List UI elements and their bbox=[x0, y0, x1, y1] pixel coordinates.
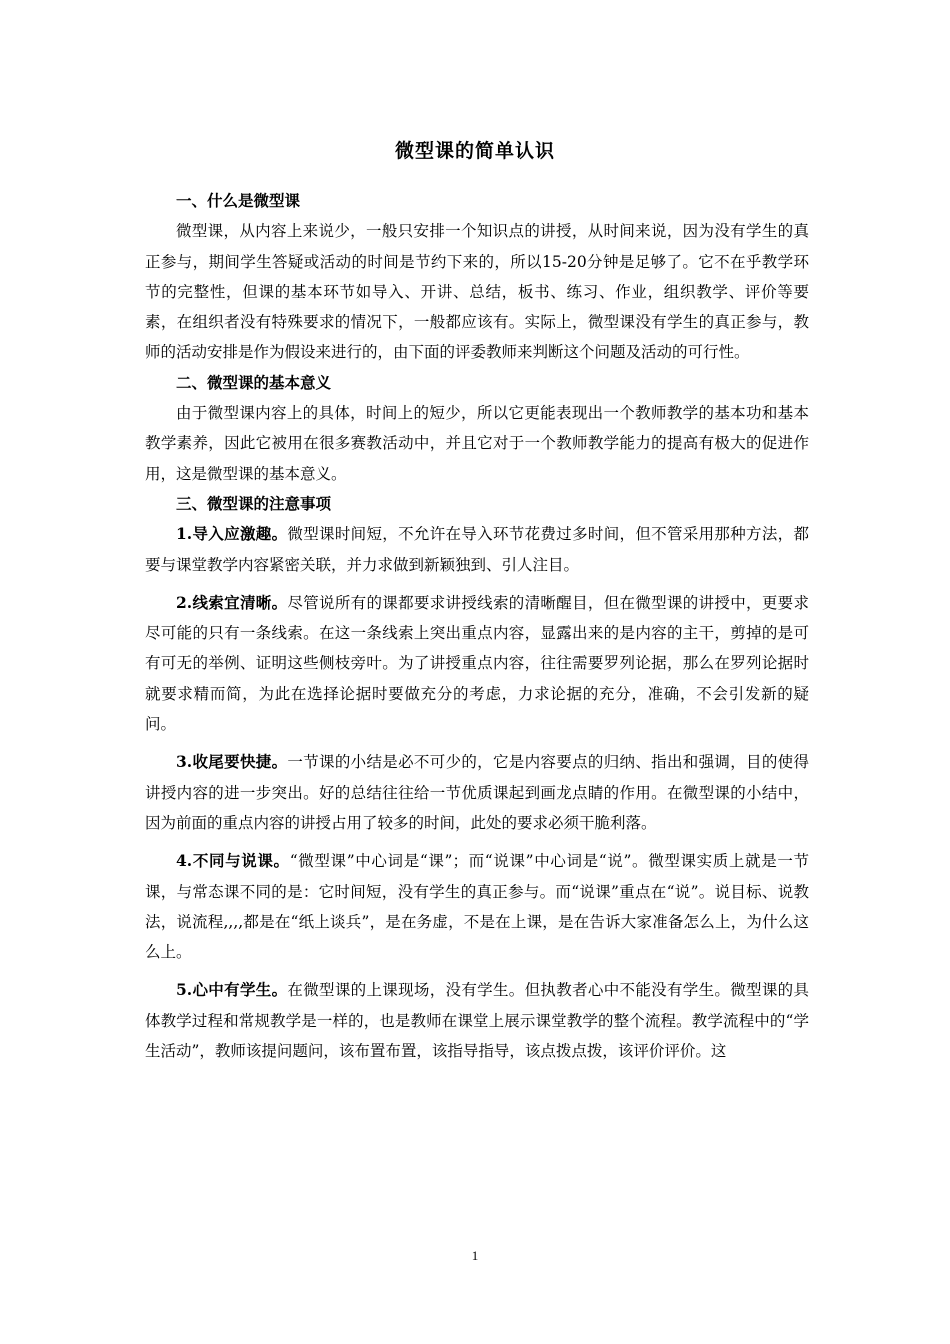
item-lead: 5.心中有学生。 bbox=[176, 980, 288, 1000]
list-item bbox=[145, 975, 809, 1066]
list-item bbox=[145, 846, 809, 967]
item-text: 尽管说所有的课都要求讲授线索的清晰醒目，但在微型课的讲授中，更要求尽可能的只有一条线索。在这一条线索上突出重点内容，显露出来的是内容的主干，剪掉的是可有可无的举例、证明这些侧枝旁叶。为了讲授重点内容，往往需要罗列论据，那么在罗列论据时就要求精而简，为此在选择论据时要做充分的考虑，力求论据的充分，准确，不会引发新的疑问。 bbox=[145, 593, 809, 734]
list-item bbox=[145, 747, 809, 838]
section-heading: 三、微型课的注意事项 bbox=[176, 494, 332, 513]
item-lead: 4.不同与说课。 bbox=[176, 851, 290, 871]
list-item bbox=[145, 519, 809, 580]
item-text: 一节课的小结是必不可少的，它是内容要点的归纳、指出和强调，目的使得讲授内容的进一步突出。好的总结往往给一节优质课起到画龙点睛的作用。在微型课的小结中，因为前面的重点内容的讲授占用了较多的时间，此处的要求必须干脆利落。 bbox=[145, 753, 809, 832]
document-title: 微型课的简单认识 bbox=[394, 140, 555, 162]
document-body bbox=[145, 186, 809, 1066]
item-lead: 2.线索宜清晰。 bbox=[176, 592, 288, 612]
paragraph: 由于微型课内容上的具体，时间上的短少，所以它更能表现出一个教师教学的基本功和基本教学素养，因此它被用在很多赛教活动中，并且它对于一个教师教学能力的提高有极大的促进作用，这是微型课的基本意义。 bbox=[145, 404, 809, 483]
section-heading: 一、什么是微型课 bbox=[176, 192, 301, 210]
page-number: 1 bbox=[471, 1248, 479, 1263]
item-text: 微型课时间短，不允许在导入环节花费过多时间，但不管采用那种方法，都要与课堂教学内容紧密关联，并力求做到新颖独到、引人注目。 bbox=[145, 525, 809, 574]
section-heading: 二、微型课的基本意义 bbox=[176, 373, 332, 392]
list-item bbox=[145, 588, 809, 739]
item-text: 在微型课的上课现场，没有学生。但执教者心中不能没有学生。微型课的具体教学过程和常规教学是一样的，也是教师在课堂上展示课堂教学的整个流程。教学流程中的“学生活动”，教师该提问题问，该布置布置，该指导指导，该点拨点拨，该评价评价。这 bbox=[145, 981, 809, 1061]
paragraph: 微型课，从内容上来说少，一般只安排一个知识点的讲授，从时间来说，因为没有学生的真正参与，期间学生答疑或活动的时间是节约下来的，所以15-20分钟是足够了。它不在乎教学环节的完整性，但课的基本环节如导入、开讲、总结，板书、练习、作业，组织教学、评价等要素，在组织者没有特殊要求的情况下，一般都应该有。实际上，微型课没有学生的真正参与，教师的活动安排是作为假设来进行的，由下面的评委教师来判断这个问题及活动的可行性。 bbox=[145, 222, 809, 362]
item-lead: 3.收尾要快捷。 bbox=[176, 752, 288, 772]
item-text: “微型课”中心词是“课”；而“说课”中心词是“说”。微型课实质上就是一节课，与常态课不同的是：它时间短，没有学生的真正参与。而“说课”重点在“说”。说目标、说教法，说流程,,,,都是在“纸上谈兵”，是在务虚，不是在上课，是在告诉大家准备怎么上，为什么这么上。 bbox=[145, 852, 809, 962]
item-lead: 1.导入应激趣。 bbox=[176, 524, 288, 544]
